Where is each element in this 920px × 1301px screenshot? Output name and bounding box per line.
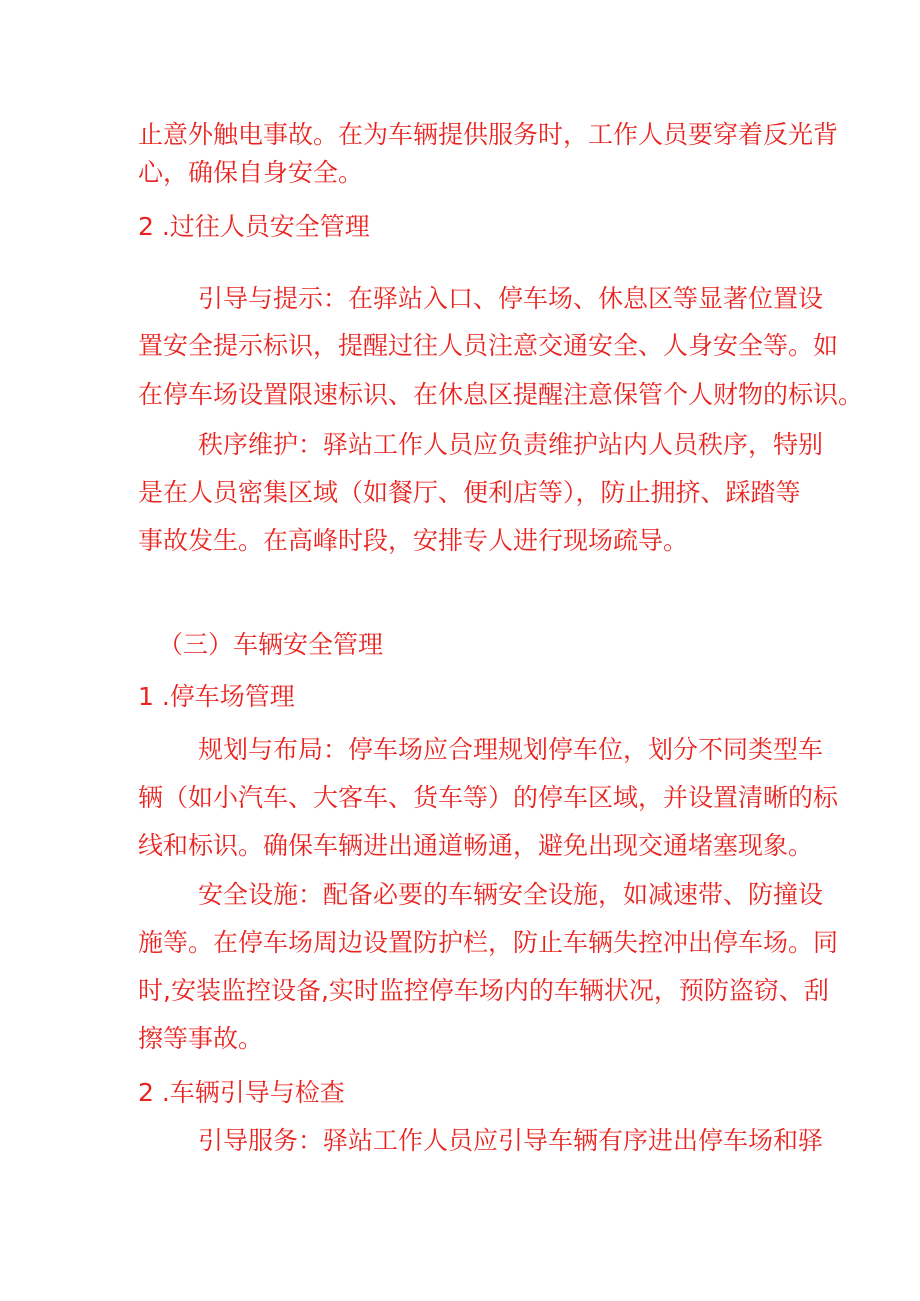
subsection-heading: 2 .过往人员安全管理 <box>138 212 370 241</box>
paragraph-line: 引导服务：驿站工作人员应引导车辆有序进出停车场和驿 <box>198 1126 824 1155</box>
paragraph-line: 擦等事故。 <box>138 1024 264 1053</box>
paragraph-line: 线和标识。确保车辆进出通道畅通，避免出现交通堵塞现象。 <box>138 831 814 860</box>
paragraph-line: 心，确保自身安全。 <box>138 158 364 187</box>
paragraph-line: 辆（如小汽车、大客车、货车等）的停车区域，并设置清晰的标 <box>138 783 839 812</box>
subsection-heading: 2 .车辆引导与检查 <box>138 1078 345 1107</box>
paragraph-line: 施等。在停车场周边设置防护栏，防止车辆失控冲出停车场。同 <box>138 928 839 957</box>
paragraph-line: 引导与提示：在驿站入口、停车场、休息区等显著位置设 <box>198 284 824 313</box>
paragraph-line: 事故发生。在高峰时段，安排专人进行现场疏导。 <box>138 526 689 555</box>
paragraph-line: 在停车场设置限速标识、在休息区提醒注意保管个人财物的标识。 <box>138 380 864 409</box>
paragraph-line: 规划与布局：停车场应合理规划停车位，划分不同类型车 <box>198 735 824 764</box>
paragraph-line: 止意外触电事故。在为车辆提供服务时，工作人员要穿着反光背 <box>138 120 839 149</box>
paragraph-line: 是在人员密集区域（如餐厅、便利店等），防止拥挤、踩踏等 <box>138 478 801 507</box>
section-heading: （三）车辆安全管理 <box>158 630 384 659</box>
paragraph-line: 秩序维护：驿站工作人员应负责维护站内人员秩序，特别 <box>198 430 824 459</box>
paragraph-line: 置安全提示标识，提醒过往人员注意交通安全、人身安全等。如 <box>138 331 839 360</box>
subsection-heading: 1 .停车场管理 <box>138 682 295 711</box>
paragraph-line: 安全设施：配备必要的车辆安全设施，如减速带、防撞设 <box>198 880 824 909</box>
paragraph-line: 时,安装监控设备,实时监控停车场内的车辆状况，预防盗窃、刮 <box>138 976 829 1005</box>
